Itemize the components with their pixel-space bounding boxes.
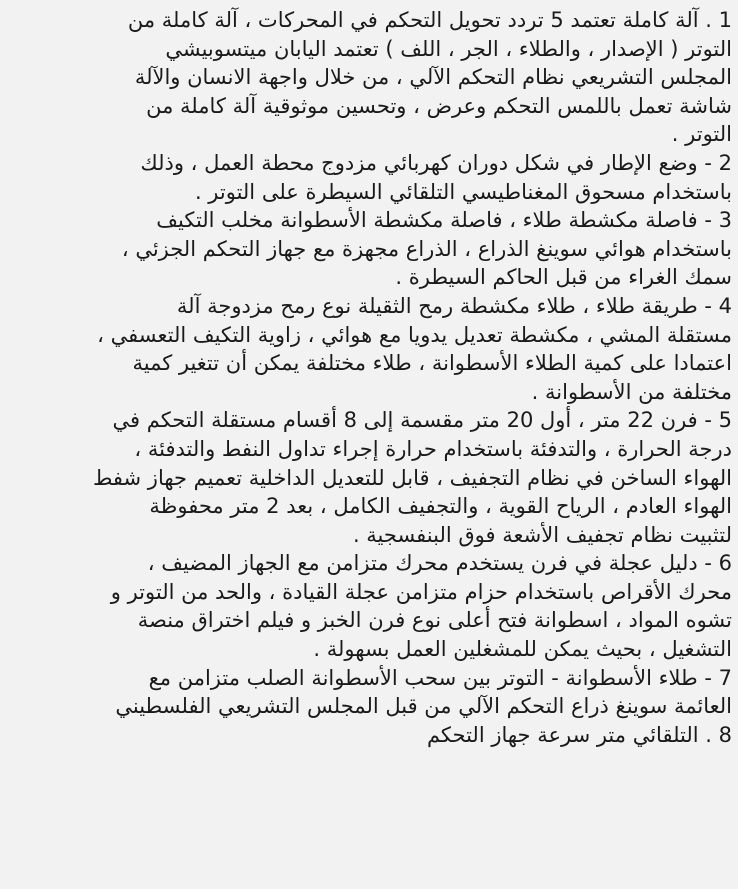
list-item-3 xyxy=(6,206,732,292)
list-item-2 xyxy=(6,149,732,206)
list-item-4 xyxy=(6,292,732,406)
list-item-7 xyxy=(6,664,732,721)
text-line: التوتر . xyxy=(671,122,732,147)
text-line: شاشة تعمل باللمس التحكم وعرض ، وتحسين موثوقية آلة كاملة من xyxy=(146,93,732,118)
text-line: العائمة سوينغ ذراع التحكم الآلي من قبل المجلس التشريعي الفلسطيني xyxy=(115,694,732,719)
text-line: باستخدام مسحوق المغناطيسي التلقائي السيطرة على التوتر . xyxy=(194,179,732,204)
list-item-1 xyxy=(6,6,732,149)
list-item-5 xyxy=(6,406,732,549)
text-line: مختلفة من الأسطوانة . xyxy=(531,379,732,404)
text-line: 1 . آلة كاملة تعتمد 5 تردد تحويل التحكم في المحركات ، آلة كاملة من xyxy=(127,8,732,32)
text-line: لتثبيت نظام تجفيف الأشعة فوق البنفسجية . xyxy=(352,522,732,547)
text-line: الهواء الساخن في نظام التجفيف ، قابل للتعديل الداخلية تعميم جهاز شفط xyxy=(92,465,732,490)
text-line: محرك الأقراص باستخدام حزام متزامن عجلة القيادة ، والحد من التوتر و xyxy=(110,579,732,604)
list-item-6 xyxy=(6,549,732,663)
text-line: 7 - طلاء الأسطوانة - التوتر بين سحب الأسطوانة الصلب متزامن مع xyxy=(148,665,732,690)
text-line: التوتر ( الإصدار ، والطلاء ، الجر ، اللف ) تعتمد اليابان ميتسوبيشي xyxy=(165,36,732,61)
text-line: درجة الحرارة ، والتدفئة باستخدام حرارة إجراء تداول النفط والتدفئة ، xyxy=(134,436,732,461)
text-line: التشغيل ، بحيث يمكن للمشغلين العمل بسهولة . xyxy=(313,637,732,662)
text-line: باستخدام هوائي سوينغ الذراع ، الذراع مجهزة مع جهاز التحكم الجزئي ، xyxy=(121,236,732,261)
document-body xyxy=(6,6,732,749)
list-item-8 xyxy=(6,721,732,750)
text-line: الهواء العادم ، الرياح القوية ، والتجفيف الكامل ، بعد 2 متر محفوظة xyxy=(149,494,732,519)
text-line: تشوه المواد ، اسطوانة فتح أعلى نوع فرن الخبز و فيلم اختراق منصة xyxy=(137,608,732,633)
text-line: اعتمادا على كمية الطلاء الأسطوانة ، طلاء مختلفة يمكن أن تتغير كمية xyxy=(132,351,732,376)
text-line: 5 - فرن 22 متر ، أول 20 متر مقسمة إلى 8 أقسام مستقلة التحكم في xyxy=(112,408,732,433)
text-line: 3 - فاصلة مكشطة طلاء ، فاصلة مكشطة الأسطوانة مخلب التكيف xyxy=(156,208,732,233)
text-line: مستقلة المشي ، مكشطة تعديل يدويا مع هوائي ، زاوية التكيف التعسفي ، xyxy=(97,322,732,347)
text-line: 6 - دليل عجلة في فرن يستخدم محرك متزامن مع الجهاز المضيف ، xyxy=(147,551,732,576)
text-line: سمك الغراء من قبل الحاكم السيطرة . xyxy=(395,265,732,290)
text-line: 2 - وضع الإطار في شكل دوران كهربائي مزدوج محطة العمل ، وذلك xyxy=(140,150,732,175)
text-line: المجلس التشريعي نظام التحكم الآلي ، من خلال واجهة الانسان والآلة xyxy=(134,65,732,90)
text-line: 4 - طريقة طلاء ، طلاء مكشطة رمح الثقيلة نوع رمح مزدوجة آلة xyxy=(176,293,732,318)
text-line: 8 . التلقائي متر سرعة جهاز التحكم xyxy=(426,722,732,747)
